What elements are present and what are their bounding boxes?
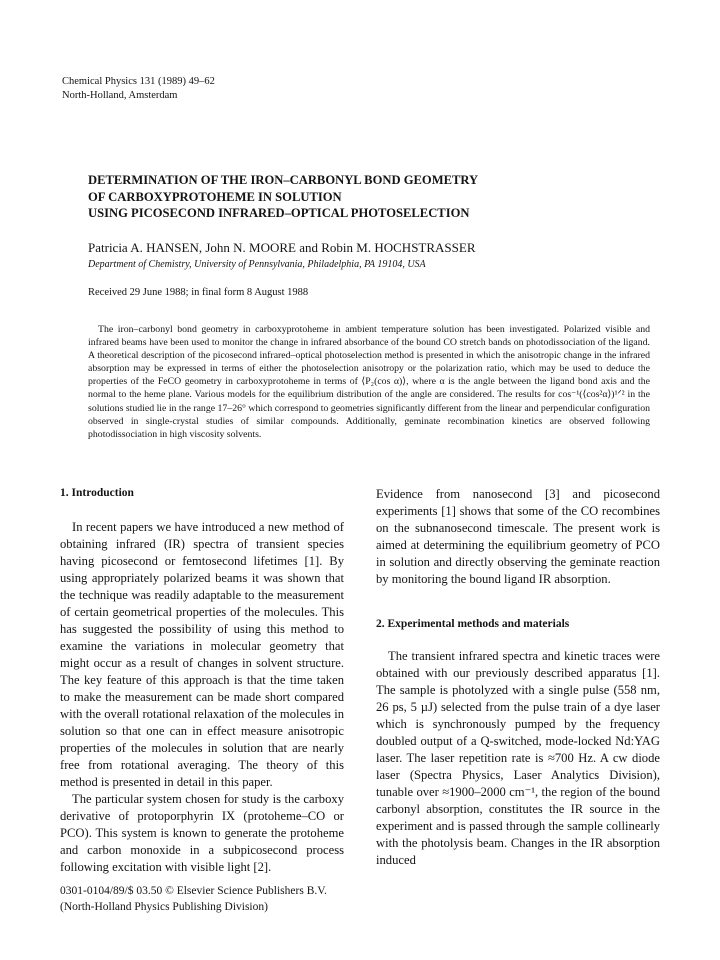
received-dates: Received 29 June 1988; in final form 8 August 1988 xyxy=(88,287,309,298)
title-line-3: USING PICOSECOND INFRARED–OPTICAL PHOTOSELECTION xyxy=(88,206,470,220)
publisher-division: (North-Holland Physics Publishing Division) xyxy=(60,901,268,913)
paragraph: In recent papers we have introduced a new method of obtaining infrared (IR) spectra of transient species having picosecond or femtosecond lifetimes [1]. By using appropriately polarized beams it was shown that the technique was readily adaptable to the measurement of certain geometrical properties of the molecules. This has suggested the possibility of using this method to examine the variations in molecular geometry that might occur as a result of changes in solvent structure. The key feature of this approach is that the time taken to make the measurement can be made short compared with the overall rotational relaxation of the molecules in solution so that one can in effect measure anisotropic properties of the molecules in solution that are nearly free from rotational averaging. The theory of this method is presented in detail in this paper. xyxy=(60,520,344,789)
title-line-1: DETERMINATION OF THE IRON–CARBONYL BOND GEOMETRY xyxy=(88,173,479,187)
title-line-2: OF CARBOXYPROTOHEME IN SOLUTION xyxy=(88,189,342,204)
section-heading-experimental: 2. Experimental methods and materials xyxy=(376,618,570,630)
journal-citation: Chemical Physics 131 (1989) 49–62 xyxy=(62,76,215,87)
paragraph: The transient infrared spectra and kinetic traces were obtained with our previously described apparatus [1]. The sample is photolyzed with a single pulse (558 nm, 26 ps, 5 µJ) selected from the pulse train of a dye laser which is synchronously pumped by the frequency doubled output of a Q-switched, mode-locked Nd:YAG laser. The laser repetition rate is ≈700 Hz. A cw diode laser (Spectra Physics, Laser Analytics Division), tunable over ≈1900–2000 cm⁻¹, the region of the bound carbonyl absorption, constitutes the IR source in the experiment and is passed through the sample collinearly with the photolysis beam. Changes in the IR absorption induced xyxy=(376,649,660,867)
abstract-text: The iron–carbonyl bond geometry in carboxyprotoheme in ambient temperature solution has been investigated. Polarized visible and infrared beams have been used to monitor the change in infrared absorbance of the bound CO stretch bands on photodissociation of the ligand. A theoretical description of the picosecond infrared–optical photoselection method is presented in which the anisotropic change in the infrared absorption may be expressed in terms of either the photoselection anisotropy or the polarization ratio, which may be used to deduce the properties of the FeCO geometry in carboxyprotoheme in terms of ⟨P₂(cos α)⟩, where α is the angle between the ligand bond axis and the normal to the heme plane. Various models for the equilibrium distribution of the angle are considered. The results for cos⁻¹(⟨cos²α⟩)¹ᐟ² in the solutions studied lie in the range 17–26° which correspond to geometries significantly different from the linear and perpendicular configuration observed in single-crystal studies of similar compounds. Additionally, geminate recombination kinetics are observed following photodissociation in high viscosity solvents. xyxy=(88,324,651,440)
paragraph: The particular system chosen for study is the carboxy derivative of protoporphyrin IX (protoheme–CO or PCO). This system is known to generate the protoheme and carbon monoxide in a subpicosecond process following excitation with visible light [2]. xyxy=(60,792,344,874)
abstract xyxy=(88,323,650,441)
authors: Patricia A. HANSEN, John N. MOORE and Robin M. HOCHSTRASSER xyxy=(88,240,476,255)
section-heading-introduction: 1. Introduction xyxy=(60,487,134,499)
left-column xyxy=(60,486,344,876)
publisher-location: North-Holland, Amsterdam xyxy=(62,90,178,101)
affiliation: Department of Chemistry, University of Pennsylvania, Philadelphia, PA 19104, USA xyxy=(88,259,426,270)
right-column xyxy=(376,486,660,869)
journal-header xyxy=(62,75,215,103)
issn-copyright: 0301-0104/89/$ 03.50 © Elsevier Science Publishers B.V. xyxy=(60,885,327,897)
paragraph: Evidence from nanosecond [3] and picosecond experiments [1] shows that some of the CO recombines on the subnanosecond timescale. The present work is aimed at determining the equilibrium geometry of PCO in solution and directly observing the geminate reaction by monitoring the bound ligand IR absorption. xyxy=(376,487,660,586)
copyright-footer xyxy=(60,883,327,915)
article-title xyxy=(88,172,648,222)
